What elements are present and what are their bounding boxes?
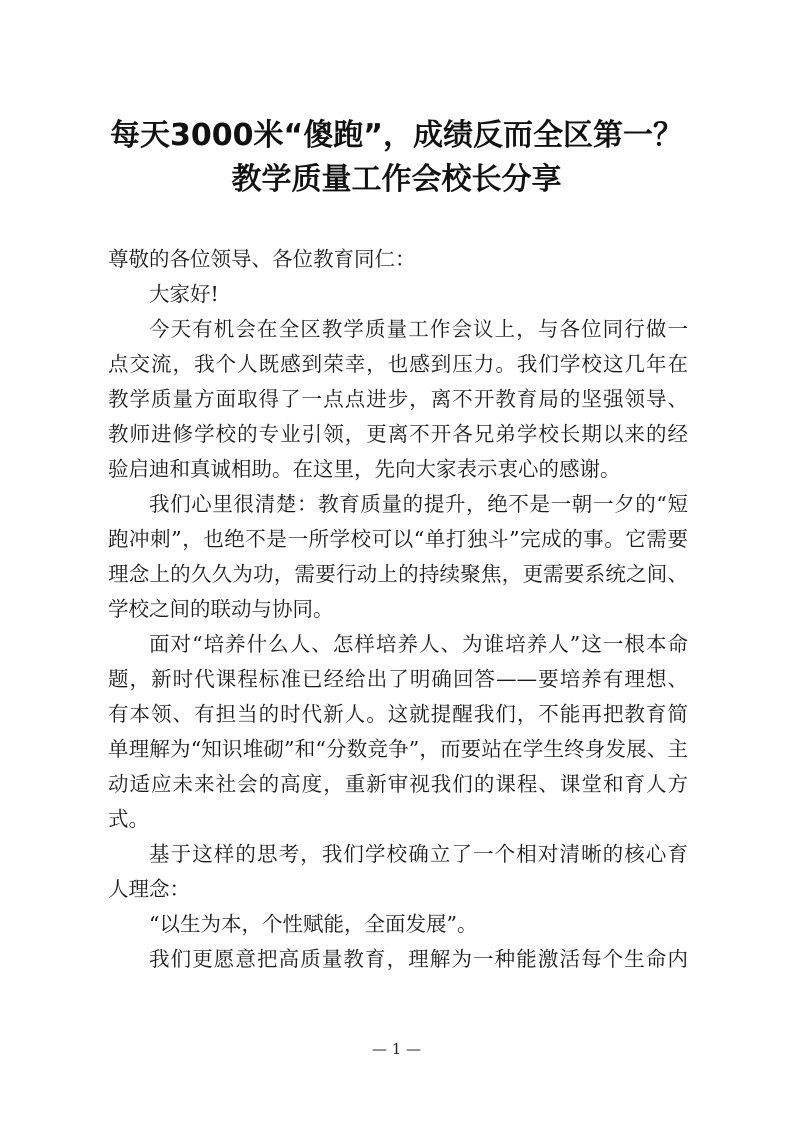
text-line: 动适应未来社会的高度，重新审视我们的课程、课堂和育人方 — [108, 772, 688, 796]
text-line: 人理念： — [108, 877, 190, 901]
text-line: 今天有机会在全区教学质量工作会议上，与各位同行做一 — [149, 317, 688, 341]
text-line: 我们心里很清楚：教育质量的提升，绝不是一朝一夕的“短 — [149, 492, 688, 516]
title-line-2: 教学质量工作会校长分享 — [231, 162, 562, 197]
text-line: 验启迪和真诚相助。在这里，先向大家表示衷心的感谢。 — [108, 457, 621, 481]
page-number: — 1 — — [371, 1040, 422, 1058]
text-line: 学校之间的联动与协同。 — [108, 597, 334, 621]
text-line: 大家好! — [149, 282, 219, 306]
text-line: 点交流，我个人既感到荣幸，也感到压力。我们学校这几年在 — [108, 352, 688, 376]
document-body — [108, 242, 688, 977]
text-line: 有本领、有担当的时代新人。这就提醒我们，不能再把教育简 — [108, 702, 688, 726]
text-line: “以生为本，个性赋能，全面发展”。 — [149, 912, 478, 936]
text-line: 基于这样的思考，我们学校确立了一个相对清晰的核心育 — [149, 842, 688, 866]
text-line: 教师进修学校的专业引领，更离不开各兄弟学校长期以来的经 — [108, 422, 688, 446]
text-line: 我们更愿意把高质量教育，理解为一种能激活每个生命内 — [149, 947, 688, 971]
document-title — [0, 114, 793, 202]
text-line: 式。 — [108, 807, 149, 831]
text-line: 单理解为“知识堆砌”和“分数竞争”，而要站在学生终身发展、主 — [108, 737, 688, 761]
title-line-1: 每天3000米“傻跑”，成绩反而全区第一？ — [110, 118, 683, 153]
text-line: 尊敬的各位领导、各位教育同仁： — [108, 247, 416, 271]
text-line: 理念上的久久为功，需要行动上的持续聚焦，更需要系统之间、 — [108, 562, 688, 586]
text-line: 教学质量方面取得了一点点进步，离不开教育局的坚强领导、 — [108, 387, 688, 411]
text-line: 题，新时代课程标准已经给出了明确回答——要培养有理想、 — [108, 667, 688, 691]
text-line: 面对“培养什么人、怎样培养人、为谁培养人”这一根本命 — [149, 632, 688, 656]
text-line: 跑冲刺”，也绝不是一所学校可以“单打独斗”完成的事。它需要 — [108, 527, 688, 551]
